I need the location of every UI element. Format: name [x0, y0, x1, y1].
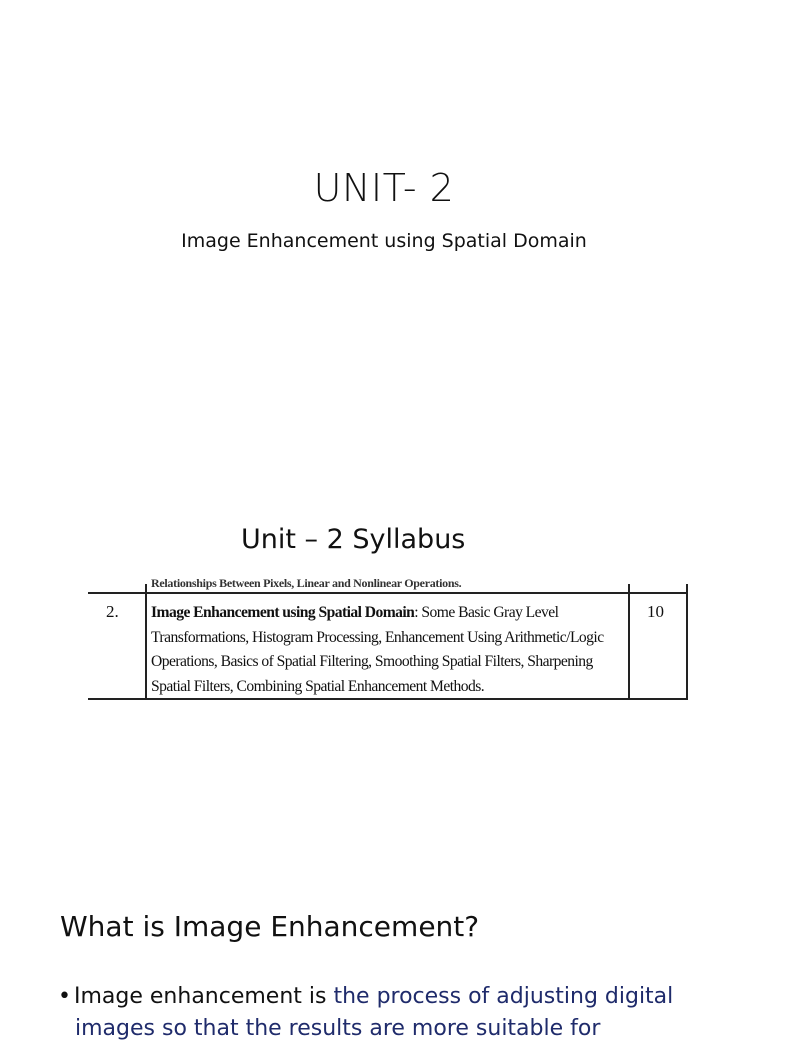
syllabus-table	[88, 576, 688, 702]
table-cut-header-text: Relationships Between Pixels, Linear and Nonlinear Operations.	[151, 576, 462, 590]
slide-question-title: What is Image Enhancement?	[60, 910, 480, 943]
table-row-number: 2.	[106, 602, 119, 621]
table-top-border	[88, 592, 688, 594]
unit-subtitle: Image Enhancement using Spatial Domain	[181, 230, 587, 252]
table-row-hours: 10	[647, 602, 664, 621]
table-row-heading: Image Enhancement using Spatial Domain	[151, 604, 415, 621]
table-row-line: Operations, Basics of Spatial Filtering, Smoothing Spatial Filters, Sharpening	[151, 653, 593, 670]
table-row-line: Transformations, Histogram Processing, Enhancement Using Arithmetic/Logic	[151, 628, 604, 646]
slide-what-is	[0, 864, 768, 1041]
table-row-line: Spatial Filters, Combining Spatial Enhancement Methods.	[151, 677, 485, 695]
table-row-line: : Some Basic Gray Level	[414, 604, 559, 621]
unit-title: UNIT- 2	[313, 166, 455, 210]
table-row-description	[151, 601, 625, 699]
table-right-border	[686, 584, 688, 700]
table-column-divider	[628, 584, 630, 700]
bullet-highlight-text: the process of adjusting digital	[333, 984, 674, 1009]
slide-syllabus	[0, 432, 768, 864]
bullet-item	[58, 984, 778, 1009]
syllabus-title: Unit – 2 Syllabus	[241, 524, 466, 555]
table-column-divider	[145, 584, 147, 700]
slide-title	[0, 0, 768, 432]
bullet-next-line-cut: images so that the results are more suitable for	[75, 1016, 601, 1041]
bullet-lead-text: Image enhancement is	[74, 984, 334, 1009]
bullet-marker: •	[58, 984, 71, 1009]
